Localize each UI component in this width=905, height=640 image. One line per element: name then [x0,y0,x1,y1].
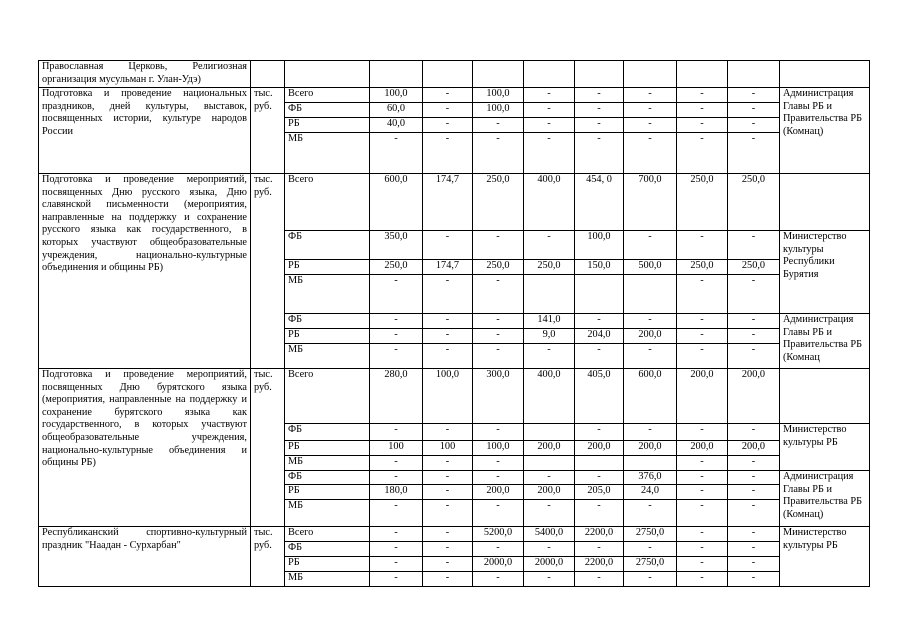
funding-source-cell: Всего [285,527,370,542]
amount-cell: - [728,456,780,471]
amount-cell: - [423,344,473,369]
activity-name-cell: Подготовка и проведение мероприятий, посвященных Дню русского языка, Дню славянской письменности (мероприятия, направленные на поддержку и сохранение русского языка как государственного, в которых участвуют общеобразовательные учреждения, национально-культурные объединения и общины РБ) [39,174,251,369]
amount-cell: - [524,572,575,587]
amount-cell: - [423,133,473,174]
amount-cell: - [423,231,473,260]
amount-cell: 200,0 [524,485,575,500]
amount-cell: 250,0 [728,174,780,231]
amount-cell: 2750,0 [624,527,677,542]
amount-cell [423,61,473,88]
unit-cell: тыс. руб. [251,88,285,174]
amount-cell: 250,0 [473,174,524,231]
amount-cell: - [423,542,473,557]
responsible-executor-cell: Министерство культуры Республики Бурятия [780,231,870,314]
amount-cell: - [423,424,473,441]
amount-cell: - [677,314,728,329]
amount-cell: 100,0 [370,88,423,103]
amount-cell [624,275,677,314]
amount-cell: 9,0 [524,329,575,344]
amount-cell: - [473,471,524,485]
amount-cell: - [575,88,624,103]
funding-source-cell: РБ [285,441,370,456]
amount-cell: 174,7 [423,260,473,275]
amount-cell: 100,0 [473,441,524,456]
amount-cell: - [728,118,780,133]
amount-cell: 205,0 [575,485,624,500]
amount-cell: - [370,471,423,485]
amount-cell: - [473,231,524,260]
amount-cell [524,424,575,441]
amount-cell: - [677,103,728,118]
funding-source-cell: РБ [285,557,370,572]
amount-cell: 200,0 [624,441,677,456]
amount-cell [524,61,575,88]
amount-cell: - [423,456,473,471]
amount-cell: - [524,500,575,527]
amount-cell: 350,0 [370,231,423,260]
responsible-executor-cell [780,61,870,88]
funding-source-cell: МБ [285,572,370,587]
amount-cell: - [677,424,728,441]
amount-cell: - [677,527,728,542]
amount-cell: 174,7 [423,174,473,231]
document-page [38,60,870,587]
responsible-executor-cell [780,369,870,424]
amount-cell [677,61,728,88]
amount-cell: 100,0 [473,103,524,118]
amount-cell: - [575,133,624,174]
table-row [39,174,870,231]
amount-cell: - [728,275,780,314]
amount-cell: - [575,424,624,441]
amount-cell: - [624,500,677,527]
funding-source-cell: МБ [285,456,370,471]
amount-cell: - [728,133,780,174]
table-row [39,88,870,103]
responsible-executor-cell [780,174,870,231]
amount-cell: 60,0 [370,103,423,118]
amount-cell: - [677,88,728,103]
amount-cell: - [624,103,677,118]
amount-cell: - [370,542,423,557]
funding-source-cell: МБ [285,500,370,527]
amount-cell: - [370,572,423,587]
amount-cell: - [624,133,677,174]
amount-cell: - [473,456,524,471]
unit-cell [251,61,285,88]
amount-cell: - [370,527,423,542]
amount-cell: 100,0 [473,88,524,103]
amount-cell: - [370,456,423,471]
table-body [39,61,870,587]
funding-source-cell: Всего [285,369,370,424]
amount-cell: - [677,133,728,174]
amount-cell: 180,0 [370,485,423,500]
amount-cell: - [677,572,728,587]
amount-cell: 200,0 [677,369,728,424]
amount-cell: - [728,231,780,260]
amount-cell: - [370,500,423,527]
amount-cell: 600,0 [624,369,677,424]
amount-cell: - [524,103,575,118]
amount-cell: - [524,542,575,557]
amount-cell: - [728,88,780,103]
amount-cell: 200,0 [575,441,624,456]
amount-cell: - [624,344,677,369]
amount-cell: - [473,344,524,369]
amount-cell: - [728,557,780,572]
amount-cell: - [423,314,473,329]
amount-cell: - [473,275,524,314]
amount-cell: 100 [423,441,473,456]
amount-cell: 405,0 [575,369,624,424]
responsible-executor-cell: Администрация Главы РБ и Правительства РБ (Комнац) [780,471,870,527]
amount-cell: 5400,0 [524,527,575,542]
amount-cell: - [524,118,575,133]
amount-cell: - [473,133,524,174]
funding-source-cell: ФБ [285,542,370,557]
activity-name-cell: Подготовка и проведение мероприятий, посвященных Дню бурятского языка (мероприятия, направленные на поддержку и сохранение бурятского языка как государственного, в которых участвуют общеобразовательные учреждения, национально-культурные объединения и общины РБ) [39,369,251,527]
amount-cell: - [624,231,677,260]
amount-cell: - [728,572,780,587]
amount-cell: 200,0 [728,369,780,424]
amount-cell: - [473,118,524,133]
amount-cell: 250,0 [677,260,728,275]
amount-cell: - [575,314,624,329]
amount-cell: - [473,424,524,441]
amount-cell [575,456,624,471]
amount-cell: 141,0 [524,314,575,329]
amount-cell: - [473,572,524,587]
amount-cell: - [624,572,677,587]
funding-source-cell: ФБ [285,424,370,441]
amount-cell: - [677,118,728,133]
amount-cell: - [575,471,624,485]
responsible-executor-cell: Министерство культуры РБ [780,527,870,587]
amount-cell: - [423,88,473,103]
amount-cell: - [728,103,780,118]
amount-cell: 700,0 [624,174,677,231]
amount-cell: - [423,118,473,133]
amount-cell: - [677,344,728,369]
funding-source-cell: Всего [285,88,370,103]
amount-cell: 2750,0 [624,557,677,572]
funding-source-cell: РБ [285,260,370,275]
amount-cell: - [524,88,575,103]
funding-source-cell: МБ [285,344,370,369]
amount-cell: - [624,88,677,103]
amount-cell: - [677,557,728,572]
amount-cell: - [575,572,624,587]
amount-cell [575,61,624,88]
amount-cell: 40,0 [370,118,423,133]
amount-cell: 250,0 [524,260,575,275]
amount-cell: - [575,542,624,557]
amount-cell: - [728,329,780,344]
amount-cell: - [728,542,780,557]
amount-cell: 5200,0 [473,527,524,542]
amount-cell: - [370,275,423,314]
amount-cell [624,456,677,471]
amount-cell: 24,0 [624,485,677,500]
amount-cell: - [423,527,473,542]
table-row [39,369,870,424]
table-row [39,527,870,542]
amount-cell: 400,0 [524,369,575,424]
amount-cell: 376,0 [624,471,677,485]
amount-cell: - [677,456,728,471]
amount-cell: - [524,133,575,174]
amount-cell: 2000,0 [473,557,524,572]
amount-cell: - [370,329,423,344]
amount-cell: - [677,542,728,557]
funding-source-cell: РБ [285,485,370,500]
unit-cell: тыс. руб. [251,369,285,527]
amount-cell [524,275,575,314]
program-funding-table [38,60,870,587]
amount-cell: 100,0 [423,369,473,424]
amount-cell: - [473,500,524,527]
amount-cell: 200,0 [524,441,575,456]
funding-source-cell: ФБ [285,471,370,485]
amount-cell: - [575,118,624,133]
amount-cell: 600,0 [370,174,423,231]
funding-source-cell: МБ [285,133,370,174]
amount-cell: - [677,231,728,260]
funding-source-cell: ФБ [285,103,370,118]
amount-cell: 250,0 [370,260,423,275]
amount-cell: 2200,0 [575,557,624,572]
amount-cell [728,61,780,88]
amount-cell: - [370,133,423,174]
amount-cell: - [624,542,677,557]
amount-cell: 100 [370,441,423,456]
amount-cell: - [370,424,423,441]
amount-cell: - [728,485,780,500]
amount-cell: 280,0 [370,369,423,424]
amount-cell: - [728,314,780,329]
amount-cell [624,61,677,88]
amount-cell: - [677,471,728,485]
funding-source-cell: МБ [285,275,370,314]
amount-cell [575,275,624,314]
amount-cell: - [677,275,728,314]
amount-cell: 454, 0 [575,174,624,231]
amount-cell: 150,0 [575,260,624,275]
amount-cell: - [575,500,624,527]
amount-cell: - [423,329,473,344]
amount-cell: 250,0 [473,260,524,275]
amount-cell: - [370,557,423,572]
amount-cell: - [370,344,423,369]
amount-cell: 200,0 [624,329,677,344]
amount-cell: 200,0 [677,441,728,456]
activity-name-cell: Подготовка и проведение национальных праздников, дней культуры, выставок, посвященных истории, культуре народов России [39,88,251,174]
amount-cell: - [524,231,575,260]
amount-cell: - [728,471,780,485]
amount-cell [524,456,575,471]
amount-cell: - [728,527,780,542]
activity-name-cell: Республиканский спортивно-культурный праздник "Наадан - Сурхарбан" [39,527,251,587]
amount-cell: - [423,500,473,527]
amount-cell: - [473,314,524,329]
amount-cell: - [370,314,423,329]
responsible-executor-cell: Администрация Главы РБ и Правительства РБ (Комнац [780,314,870,369]
amount-cell: - [473,542,524,557]
amount-cell: - [728,500,780,527]
amount-cell: 204,0 [575,329,624,344]
amount-cell: - [423,485,473,500]
amount-cell: - [575,103,624,118]
amount-cell: - [624,314,677,329]
amount-cell: 500,0 [624,260,677,275]
amount-cell: 200,0 [728,441,780,456]
amount-cell: - [524,344,575,369]
unit-cell: тыс. руб. [251,527,285,587]
amount-cell: - [423,471,473,485]
amount-cell: - [423,572,473,587]
amount-cell: - [677,500,728,527]
funding-source-cell: РБ [285,329,370,344]
amount-cell: - [423,103,473,118]
amount-cell: 200,0 [473,485,524,500]
funding-source-cell: ФБ [285,231,370,260]
funding-source-cell: РБ [285,118,370,133]
amount-cell: - [423,275,473,314]
unit-cell: тыс. руб. [251,174,285,369]
responsible-executor-cell: Министерство культуры РБ [780,424,870,471]
amount-cell: - [524,471,575,485]
amount-cell: 300,0 [473,369,524,424]
amount-cell: - [728,424,780,441]
amount-cell: - [677,329,728,344]
amount-cell [473,61,524,88]
funding-source-cell: ФБ [285,314,370,329]
amount-cell: 250,0 [677,174,728,231]
amount-cell: - [473,329,524,344]
amount-cell: - [423,557,473,572]
amount-cell: 100,0 [575,231,624,260]
amount-cell: 2200,0 [575,527,624,542]
amount-cell: 2000,0 [524,557,575,572]
amount-cell: 400,0 [524,174,575,231]
funding-source-cell: Всего [285,174,370,231]
responsible-executor-cell: Администрация Главы РБ и Правительства РБ (Комнац) [780,88,870,174]
amount-cell: - [575,344,624,369]
amount-cell: - [677,485,728,500]
table-row [39,61,870,88]
amount-cell: - [624,424,677,441]
amount-cell: 250,0 [728,260,780,275]
amount-cell: - [624,118,677,133]
activity-name-cell: Православная Церковь, Религиозная организация мусульман г. Улан-Удэ) [39,61,251,88]
funding-source-cell [285,61,370,88]
amount-cell [370,61,423,88]
amount-cell: - [728,344,780,369]
